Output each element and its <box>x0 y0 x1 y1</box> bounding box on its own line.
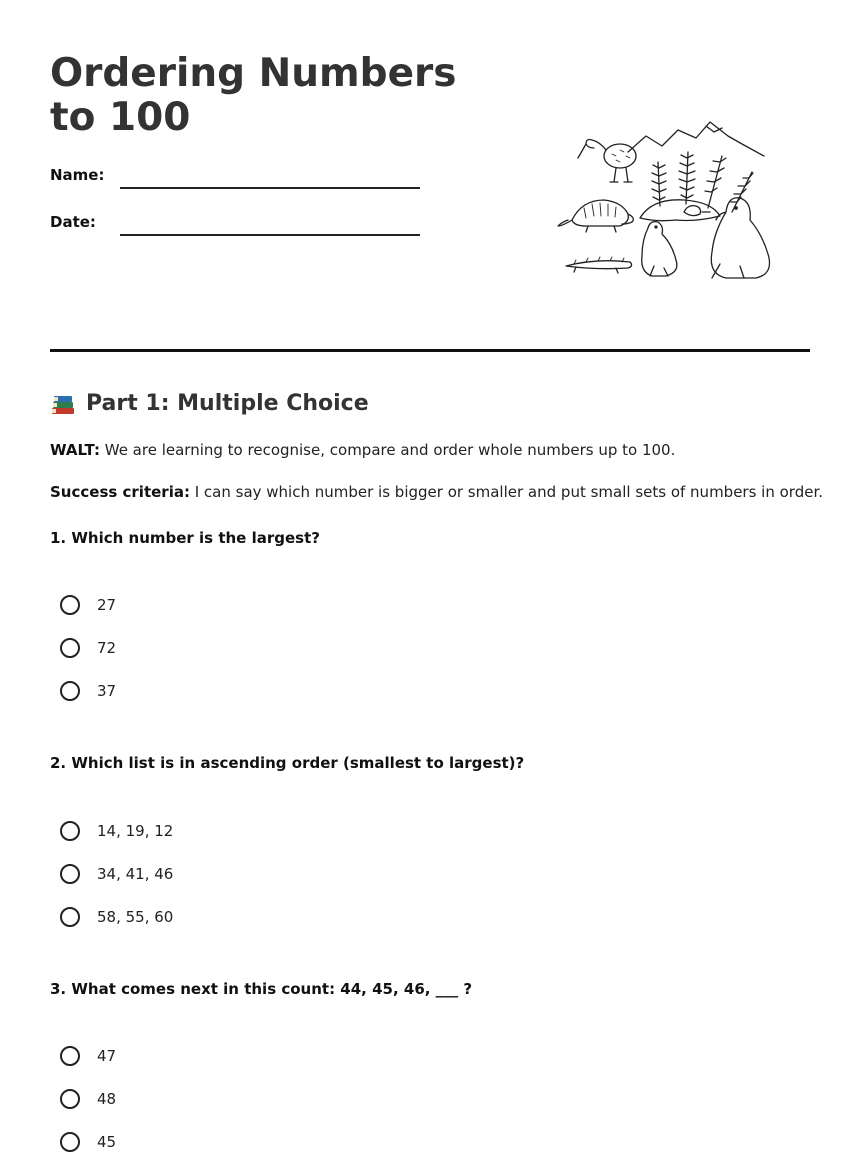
option-label: 48 <box>97 1090 117 1108</box>
q3-option-2[interactable] <box>60 1086 116 1112</box>
name-field[interactable] <box>120 187 420 189</box>
radio-button[interactable] <box>60 864 80 884</box>
success-criteria <box>50 482 823 502</box>
books-icon <box>50 391 76 417</box>
part1-heading-text: Part 1: Multiple Choice <box>86 391 369 416</box>
date-field[interactable] <box>120 234 420 236</box>
option-label: 37 <box>97 682 117 700</box>
nz-animals-illustration <box>556 116 782 284</box>
success-label: Success criteria: <box>50 483 190 501</box>
option-label: 72 <box>97 639 117 657</box>
q1-option-3[interactable] <box>60 678 116 704</box>
q2-option-1[interactable] <box>60 818 173 844</box>
walt-statement <box>50 440 675 460</box>
question-3: 3. What comes next in this count: 44, 45, 46, ___ ? <box>50 980 473 998</box>
radio-button[interactable] <box>60 638 80 658</box>
radio-button[interactable] <box>60 907 80 927</box>
walt-label: WALT: <box>50 441 100 459</box>
radio-button[interactable] <box>60 595 80 615</box>
option-label: 14, 19, 12 <box>97 822 174 840</box>
option-label: 27 <box>97 596 117 614</box>
radio-button[interactable] <box>60 821 80 841</box>
worksheet-page <box>50 0 824 1161</box>
part1-heading <box>50 388 369 420</box>
radio-button[interactable] <box>60 1089 80 1109</box>
radio-button[interactable] <box>60 1046 80 1066</box>
page-title: Ordering Numbers to 100 <box>50 51 457 140</box>
option-label: 34, 41, 46 <box>97 865 174 883</box>
radio-button[interactable] <box>60 1132 80 1152</box>
radio-button[interactable] <box>60 681 80 701</box>
q1-option-1[interactable] <box>60 592 116 618</box>
option-label: 45 <box>97 1133 117 1151</box>
q3-option-3[interactable] <box>60 1129 116 1155</box>
name-label: Name: <box>50 166 105 184</box>
q3-option-1[interactable] <box>60 1043 116 1069</box>
date-label: Date: <box>50 213 96 231</box>
q1-option-2[interactable] <box>60 635 116 661</box>
question-1: 1. Which number is the largest? <box>50 529 320 547</box>
q2-option-3[interactable] <box>60 904 173 930</box>
q2-option-2[interactable] <box>60 861 173 887</box>
option-label: 58, 55, 60 <box>97 908 174 926</box>
option-label: 47 <box>97 1047 117 1065</box>
section-divider <box>50 349 810 352</box>
question-2: 2. Which list is in ascending order (smallest to largest)? <box>50 754 525 772</box>
walt-text: We are learning to recognise, compare and order whole numbers up to 100. <box>99 441 676 459</box>
success-text: I can say which number is bigger or smaller and put small sets of numbers in order. <box>189 483 824 501</box>
